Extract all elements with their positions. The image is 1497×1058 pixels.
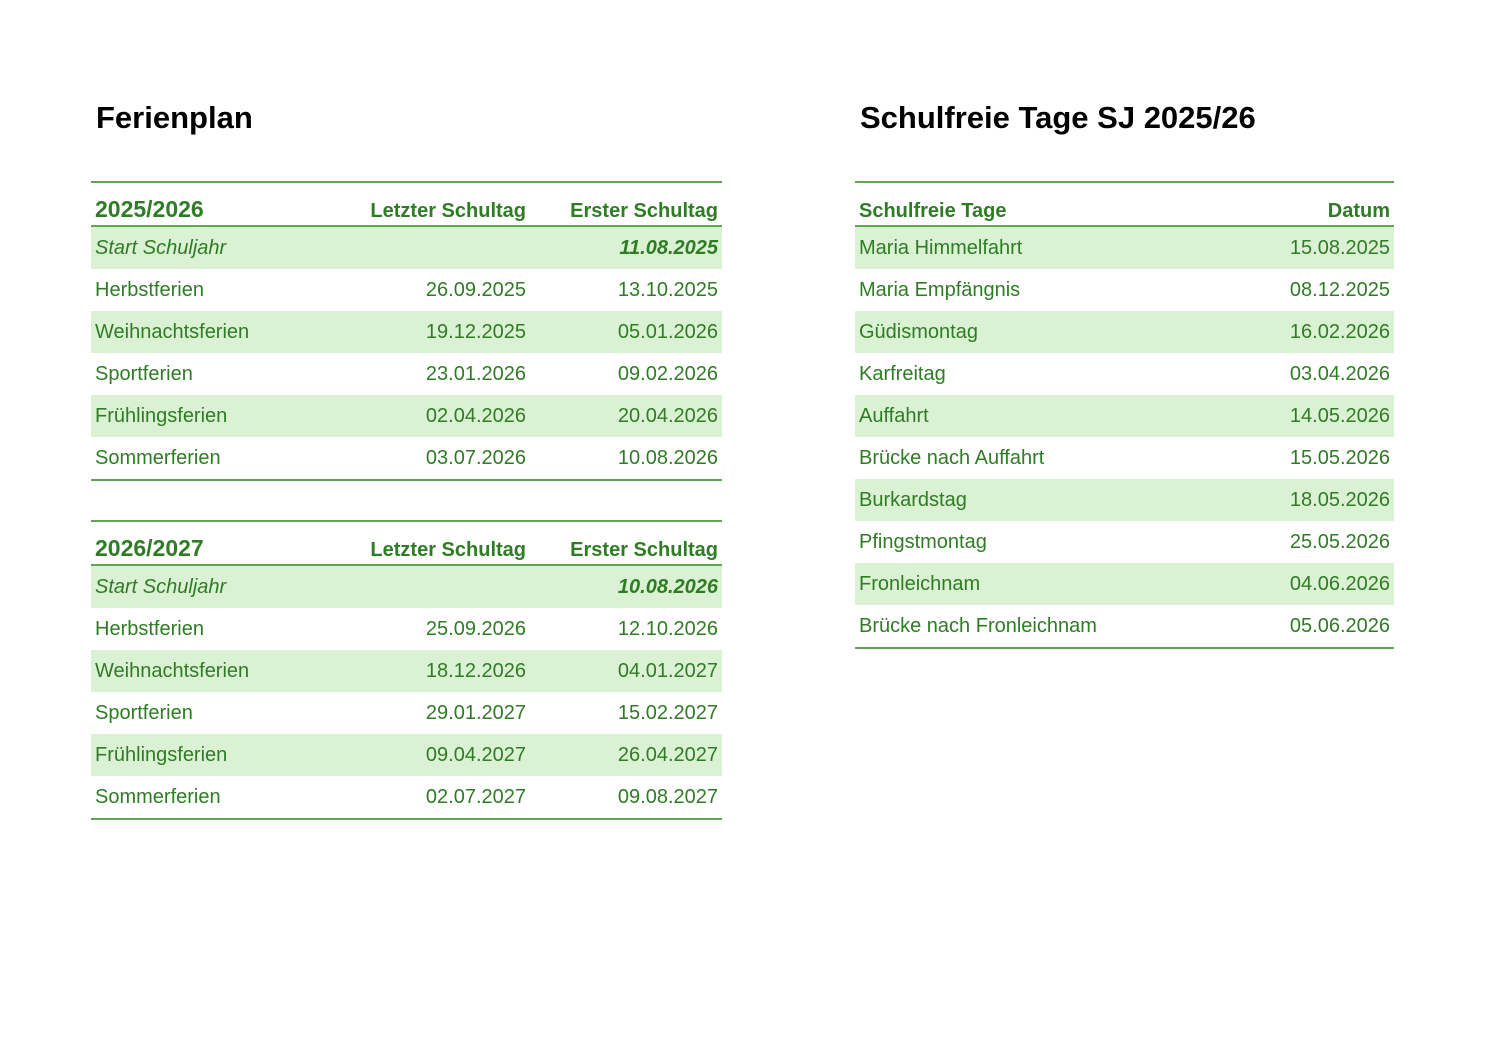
first-day: 13.10.2025 bbox=[617, 278, 718, 301]
first-day: 09.08.2027 bbox=[617, 785, 718, 808]
ferienplan-title: Ferienplan bbox=[96, 100, 253, 135]
day-name: Maria Himmelfahrt bbox=[855, 226, 1194, 269]
ferienplan-table-2026 bbox=[91, 520, 722, 820]
col-header-first-day: Erster Schultag bbox=[530, 182, 722, 226]
last-day: 02.07.2027 bbox=[425, 785, 526, 808]
day-date: 25.05.2026 bbox=[1289, 530, 1390, 553]
table-row bbox=[91, 650, 722, 692]
day-name: Auffahrt bbox=[855, 395, 1194, 437]
table-row bbox=[855, 226, 1394, 269]
holiday-name: Herbstferien bbox=[95, 278, 204, 301]
col-header-first-day: Erster Schultag bbox=[530, 521, 722, 565]
holiday-name: Herbstferien bbox=[95, 617, 204, 640]
last-day: 26.09.2025 bbox=[425, 278, 526, 301]
table-header-row bbox=[91, 521, 722, 565]
last-day: 18.12.2026 bbox=[331, 650, 530, 692]
holiday-name: Weihnachtsferien bbox=[91, 650, 331, 692]
table-row bbox=[855, 311, 1394, 353]
table-header-row bbox=[855, 182, 1394, 226]
ferienplan-table-2025 bbox=[91, 181, 722, 481]
table-row bbox=[91, 734, 722, 776]
holiday-name: Sportferien bbox=[95, 701, 193, 724]
day-date: 14.05.2026 bbox=[1194, 395, 1394, 437]
holiday-name: Sommerferien bbox=[95, 446, 221, 469]
school-year-heading: 2025/2026 bbox=[91, 182, 331, 226]
table-row bbox=[91, 776, 722, 819]
first-day: 12.10.2026 bbox=[617, 617, 718, 640]
day-name: Burkardstag bbox=[855, 479, 1194, 521]
holiday-name: Sommerferien bbox=[95, 785, 221, 808]
first-day: 15.02.2027 bbox=[617, 701, 718, 724]
first-day: 20.04.2026 bbox=[530, 395, 722, 437]
day-name: Güdismontag bbox=[855, 311, 1194, 353]
col-header-last-day: Letzter Schultag bbox=[331, 182, 530, 226]
table-row bbox=[91, 395, 722, 437]
holiday-name: Frühlingsferien bbox=[91, 395, 331, 437]
last-day: 03.07.2026 bbox=[425, 446, 526, 469]
table-row bbox=[855, 521, 1394, 563]
table-row bbox=[91, 353, 722, 395]
day-name: Karfreitag bbox=[859, 362, 946, 385]
col-header-name: Schulfreie Tage bbox=[855, 182, 1194, 226]
last-day: 02.04.2026 bbox=[331, 395, 530, 437]
start-label: Start Schuljahr bbox=[91, 226, 331, 269]
day-name: Pfingstmontag bbox=[859, 530, 987, 553]
start-date: 11.08.2025 bbox=[530, 226, 722, 269]
day-name: Fronleichnam bbox=[855, 563, 1194, 605]
first-day: 05.01.2026 bbox=[530, 311, 722, 353]
day-date: 05.06.2026 bbox=[1289, 614, 1390, 637]
holiday-name: Frühlingsferien bbox=[91, 734, 331, 776]
first-day: 09.02.2026 bbox=[617, 362, 718, 385]
start-date: 10.08.2026 bbox=[530, 565, 722, 608]
table-row bbox=[855, 269, 1394, 311]
table-row bbox=[855, 395, 1394, 437]
day-date: 15.08.2025 bbox=[1194, 226, 1394, 269]
day-date: 15.05.2026 bbox=[1289, 446, 1390, 469]
last-day: 25.09.2026 bbox=[425, 617, 526, 640]
table-row bbox=[855, 563, 1394, 605]
table-row bbox=[91, 692, 722, 734]
start-row bbox=[91, 565, 722, 608]
day-date: 08.12.2025 bbox=[1289, 278, 1390, 301]
school-year-heading: 2026/2027 bbox=[91, 521, 331, 565]
holiday-name: Weihnachtsferien bbox=[91, 311, 331, 353]
table-row bbox=[91, 608, 722, 650]
day-name: Brücke nach Auffahrt bbox=[859, 446, 1045, 469]
last-day: 23.01.2026 bbox=[425, 362, 526, 385]
last-day: 29.01.2027 bbox=[425, 701, 526, 724]
first-day: 26.04.2027 bbox=[530, 734, 722, 776]
empty-cell bbox=[331, 226, 530, 269]
col-header-last-day: Letzter Schultag bbox=[331, 521, 530, 565]
day-date: 16.02.2026 bbox=[1194, 311, 1394, 353]
start-row bbox=[91, 226, 722, 269]
table-row bbox=[91, 269, 722, 311]
last-day: 09.04.2027 bbox=[331, 734, 530, 776]
table-row bbox=[855, 479, 1394, 521]
day-date: 04.06.2026 bbox=[1194, 563, 1394, 605]
table-row bbox=[855, 437, 1394, 479]
table-row bbox=[855, 605, 1394, 648]
col-header-date: Datum bbox=[1194, 182, 1394, 226]
table-header-row bbox=[91, 182, 722, 226]
empty-cell bbox=[331, 565, 530, 608]
schulfrei-title: Schulfreie Tage SJ 2025/26 bbox=[860, 100, 1256, 135]
table-row bbox=[855, 353, 1394, 395]
last-day: 19.12.2025 bbox=[331, 311, 530, 353]
holiday-name: Sportferien bbox=[95, 362, 193, 385]
first-day: 10.08.2026 bbox=[617, 446, 718, 469]
day-date: 18.05.2026 bbox=[1194, 479, 1394, 521]
start-label: Start Schuljahr bbox=[91, 565, 331, 608]
table-row bbox=[91, 311, 722, 353]
first-day: 04.01.2027 bbox=[530, 650, 722, 692]
day-name: Brücke nach Fronleichnam bbox=[859, 614, 1097, 637]
day-name: Maria Empfängnis bbox=[859, 278, 1021, 301]
schulfrei-table bbox=[855, 181, 1394, 649]
day-date: 03.04.2026 bbox=[1289, 362, 1390, 385]
table-row bbox=[91, 437, 722, 480]
